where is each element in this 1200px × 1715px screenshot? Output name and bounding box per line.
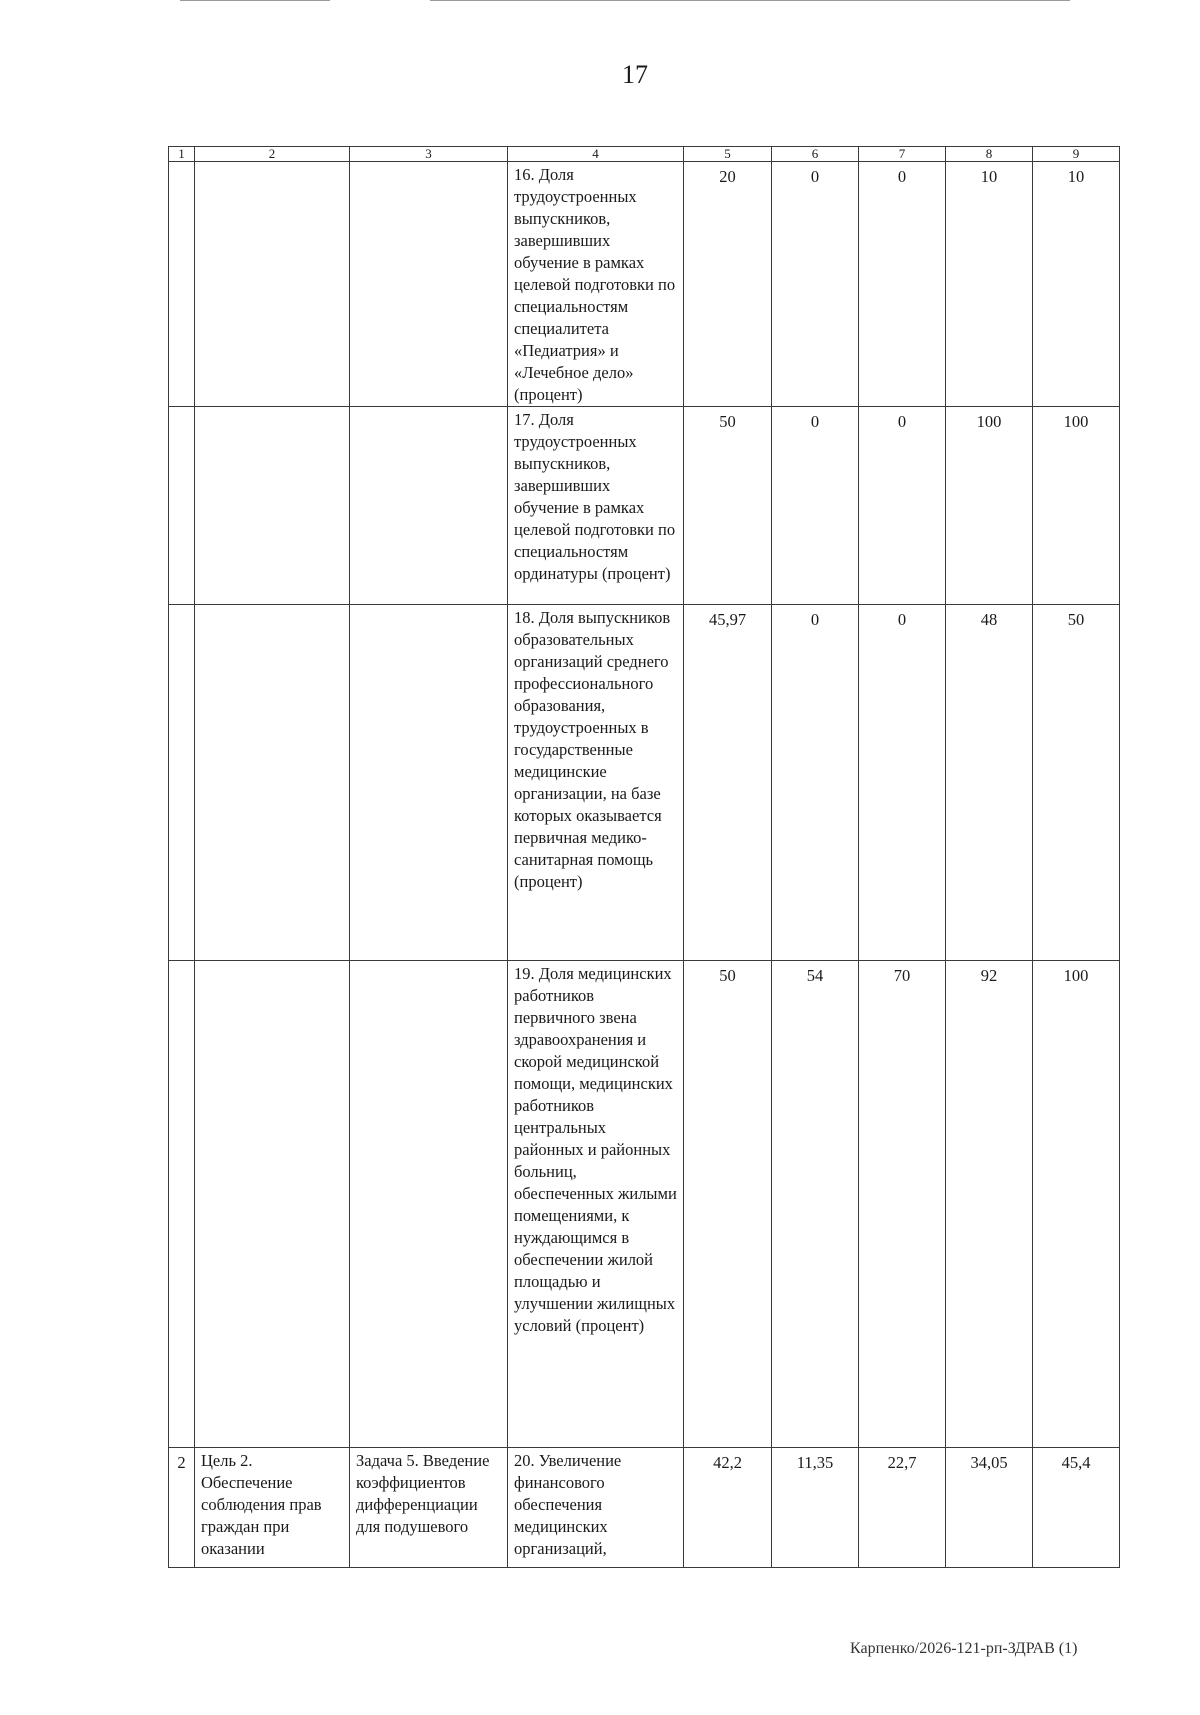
value-cell: 54 <box>772 961 859 1448</box>
table-row <box>169 162 1120 407</box>
value-cell: 45,97 <box>684 605 772 961</box>
goal-cell <box>195 605 350 961</box>
indicator-cell: 18. Доля выпускников образовательных организаций среднего профессионального образования, трудоустроенных в государственные медицинские организации, на базе которых оказывается первичная медико-санитарная помощь (процент) <box>508 605 684 961</box>
value-cell: 100 <box>1033 407 1120 605</box>
value-cell: 45,4 <box>1033 1448 1120 1568</box>
table-row <box>169 961 1120 1448</box>
value-cell: 10 <box>1033 162 1120 407</box>
column-number-row <box>169 147 1120 162</box>
task-cell: Задача 5. Введение коэффициентов дифференциации для подушевого <box>350 1448 508 1568</box>
column-number: 4 <box>508 147 684 162</box>
column-number: 6 <box>772 147 859 162</box>
row-number-cell <box>169 605 195 961</box>
value-cell: 20 <box>684 162 772 407</box>
value-cell: 0 <box>859 162 946 407</box>
value-cell: 0 <box>772 605 859 961</box>
value-cell: 100 <box>1033 961 1120 1448</box>
row-number-cell: 2 <box>169 1448 195 1568</box>
table-row <box>169 407 1120 605</box>
goal-cell <box>195 961 350 1448</box>
task-cell <box>350 162 508 407</box>
value-cell: 34,05 <box>946 1448 1033 1568</box>
value-cell: 0 <box>772 162 859 407</box>
indicator-cell: 20. Увеличение финансового обеспечения медицинских организаций, <box>508 1448 684 1568</box>
column-number: 8 <box>946 147 1033 162</box>
goal-cell: Цель 2. Обеспечение соблюдения прав граждан при оказании <box>195 1448 350 1568</box>
value-cell: 70 <box>859 961 946 1448</box>
value-cell: 48 <box>946 605 1033 961</box>
indicator-cell: 17. Доля трудоустроенных выпускников, завершивших обучение в рамках целевой подготовки по специальностям ординатуры (процент) <box>508 407 684 605</box>
value-cell: 92 <box>946 961 1033 1448</box>
goal-cell <box>195 407 350 605</box>
column-number: 2 <box>195 147 350 162</box>
indicator-cell: 19. Доля медицинских работников первичного звена здравоохранения и скорой медицинской помощи, медицинских работников центральных районных и районных больниц, обеспеченных жилыми помещениями, к нуждающимся в обеспечении жилой площадью и улучшении жилищных условий (процент) <box>508 961 684 1448</box>
column-number: 5 <box>684 147 772 162</box>
value-cell: 10 <box>946 162 1033 407</box>
value-cell: 11,35 <box>772 1448 859 1568</box>
value-cell: 0 <box>859 605 946 961</box>
value-cell: 50 <box>684 407 772 605</box>
scan-edge-line <box>180 0 330 1</box>
column-number: 1 <box>169 147 195 162</box>
indicator-cell: 16. Доля трудоустроенных выпускников, завершивших обучение в рамках целевой подготовки по специальностям специалитета «Педиатрия» и «Лечебное дело» (процент) <box>508 162 684 407</box>
value-cell: 50 <box>1033 605 1120 961</box>
task-cell <box>350 605 508 961</box>
table-row <box>169 1448 1120 1568</box>
value-cell: 50 <box>684 961 772 1448</box>
row-number-cell <box>169 961 195 1448</box>
value-cell: 42,2 <box>684 1448 772 1568</box>
document-reference-footer: Карпенко/2026-121-рп-ЗДРАВ (1) <box>850 1640 1078 1657</box>
task-cell <box>350 961 508 1448</box>
value-cell: 0 <box>772 407 859 605</box>
value-cell: 100 <box>946 407 1033 605</box>
task-cell <box>350 407 508 605</box>
column-number: 3 <box>350 147 508 162</box>
row-number-cell <box>169 407 195 605</box>
value-cell: 22,7 <box>859 1448 946 1568</box>
goal-cell <box>195 162 350 407</box>
scan-edge-line <box>430 0 1070 1</box>
value-cell: 0 <box>859 407 946 605</box>
indicators-table <box>168 146 1120 1568</box>
page-number: 17 <box>622 60 648 89</box>
column-number: 9 <box>1033 147 1120 162</box>
table-row <box>169 605 1120 961</box>
row-number-cell <box>169 162 195 407</box>
column-number: 7 <box>859 147 946 162</box>
